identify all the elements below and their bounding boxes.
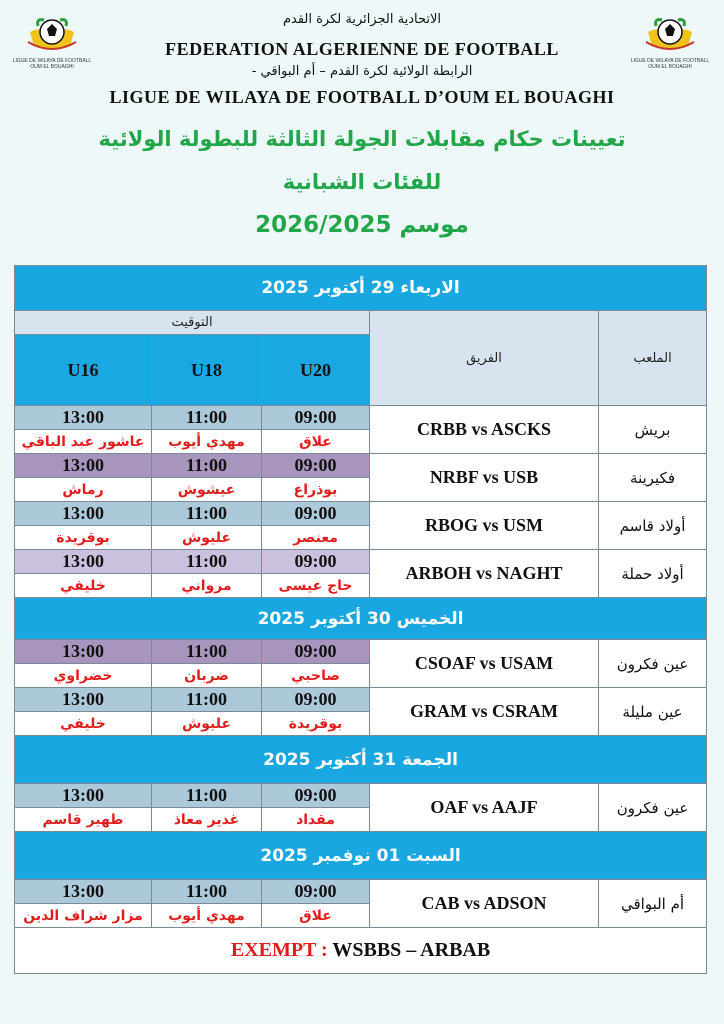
u16-referee: عاشور عبد الباقي [15,430,152,454]
federation-name-ar: الاتحادية الجزائرية لكرة القدم [282,12,442,27]
u16-time: 13:00 [15,550,152,574]
u20-time: 09:00 [262,688,370,712]
match-venue: أولاد حملة [599,550,707,598]
u20-referee: صاحبي [262,664,370,688]
u16-referee: خضراوي [15,664,152,688]
venue-header: الملعب [599,311,707,406]
day-header-row [15,832,707,880]
u20-time: 09:00 [262,640,370,664]
u16-referee: طهير قاسم [15,808,152,832]
exempt-row [15,928,707,974]
day-header-row [15,598,707,640]
day-label: الاربعاء 29 أكتوبر 2025 [15,266,707,311]
u20-referee: حاج عيسى [262,574,370,598]
u20-time: 09:00 [262,880,370,904]
team-header: الفريق [370,311,599,406]
match-teams: CAB vs ADSON [370,880,599,928]
timing-header: التوقيت [15,311,370,335]
match-venue: عين مليلة [599,688,707,736]
u20-referee: معنصر [262,526,370,550]
title-season: موسم 2026/2025 [255,212,469,238]
table-row [15,640,707,664]
u20-time: 09:00 [262,406,370,430]
u16-time: 13:00 [15,880,152,904]
u16-referee: خليفي [15,712,152,736]
u18-referee: مرواني [152,574,262,598]
match-teams: NRBF vs USB [370,454,599,502]
u20-referee: علاق [262,904,370,928]
table-row [15,880,707,904]
u16-time: 13:00 [15,502,152,526]
u18-time: 11:00 [152,880,262,904]
u18-referee: عيشوش [152,478,262,502]
table-header-row [15,311,707,335]
u18-time: 11:00 [152,784,262,808]
category-u20: U20 [262,335,370,406]
match-teams: GRAM vs CSRAM [370,688,599,736]
table-row [15,406,707,430]
logo-caption-line1: LIGUE DE WILAYA DE FOOTBALL [630,58,710,64]
exempt-label: EXEMPT : [230,939,328,961]
day-header-row [15,266,707,311]
u16-referee: رماش [15,478,152,502]
match-venue: أم البواقي [599,880,707,928]
federation-name-fr: FEDERATION ALGERIENNE DE FOOTBALL [165,39,559,59]
u18-time: 11:00 [152,406,262,430]
logo-caption-line2: OUM EL BOUAGHI [30,64,74,70]
day-label: الجمعة 31 أكتوبر 2025 [15,736,707,784]
u18-time: 11:00 [152,454,262,478]
u20-time: 09:00 [262,502,370,526]
league-emblem-icon [22,12,82,58]
u20-time: 09:00 [262,784,370,808]
league-logo-right [630,12,710,76]
league-logo-left [12,12,92,76]
u16-time: 13:00 [15,406,152,430]
u18-referee: غدير معاذ [152,808,262,832]
match-teams: ARBOH vs NAGHT [370,550,599,598]
u20-time: 09:00 [262,550,370,574]
table-row [15,550,707,574]
day-label: السبت 01 نوفمبر 2025 [15,832,707,880]
logo-caption-line1: LIGUE DE WILAYA DE FOOTBALL [12,58,92,64]
match-venue: بريش [599,406,707,454]
u16-referee: خليفي [15,574,152,598]
referee-assignments-table [14,265,707,974]
u16-time: 13:00 [15,454,152,478]
match-venue: عين فكرون [599,640,707,688]
exempt-teams: WSBBS – ARBAB [332,939,491,961]
u16-referee: مزار شراف الدين [15,904,152,928]
u18-referee: عليوش [152,526,262,550]
exempt-cell [15,928,707,974]
u16-referee: بوقريدة [15,526,152,550]
u20-referee: بوقريدة [262,712,370,736]
u18-referee: ضربان [152,664,262,688]
u18-referee: مهدي أيوب [152,430,262,454]
league-emblem-icon [640,12,700,58]
title-line-1: تعيينات حكام مقابلات الجولة الثالثة للبطولة الولائية [98,127,626,151]
table-row [15,502,707,526]
u18-time: 11:00 [152,550,262,574]
logo-caption-line2: OUM EL BOUAGHI [648,64,692,70]
u20-referee: مقداد [262,808,370,832]
match-teams: RBOG vs USM [370,502,599,550]
u16-time: 13:00 [15,640,152,664]
u18-time: 11:00 [152,640,262,664]
u18-referee: مهدي أيوب [152,904,262,928]
u20-referee: بوذراع [262,478,370,502]
u18-referee: عليوش [152,712,262,736]
day-header-row [15,736,707,784]
day-label: الخميس 30 أكتوبر 2025 [15,598,707,640]
category-u18: U18 [152,335,262,406]
u18-time: 11:00 [152,688,262,712]
match-venue: عين فكرون [599,784,707,832]
match-teams: CRBB vs ASCKS [370,406,599,454]
table-row [15,454,707,478]
u16-time: 13:00 [15,688,152,712]
league-name-fr: LIGUE DE WILAYA DE FOOTBALL D’OUM EL BOUAGHI [109,87,615,107]
u20-referee: علاق [262,430,370,454]
u16-time: 13:00 [15,784,152,808]
match-teams: OAF vs AAJF [370,784,599,832]
u20-time: 09:00 [262,454,370,478]
table-row [15,784,707,808]
match-venue: فكيرينة [599,454,707,502]
table-row [15,688,707,712]
league-name-ar: الرابطة الولائية لكرة القدم – أم البواقي - [251,64,473,79]
match-venue: أولاد قاسم [599,502,707,550]
u18-time: 11:00 [152,502,262,526]
category-u16: U16 [15,335,152,406]
match-teams: CSOAF vs USAM [370,640,599,688]
title-line-2: للفئات الشبانية [282,170,442,194]
